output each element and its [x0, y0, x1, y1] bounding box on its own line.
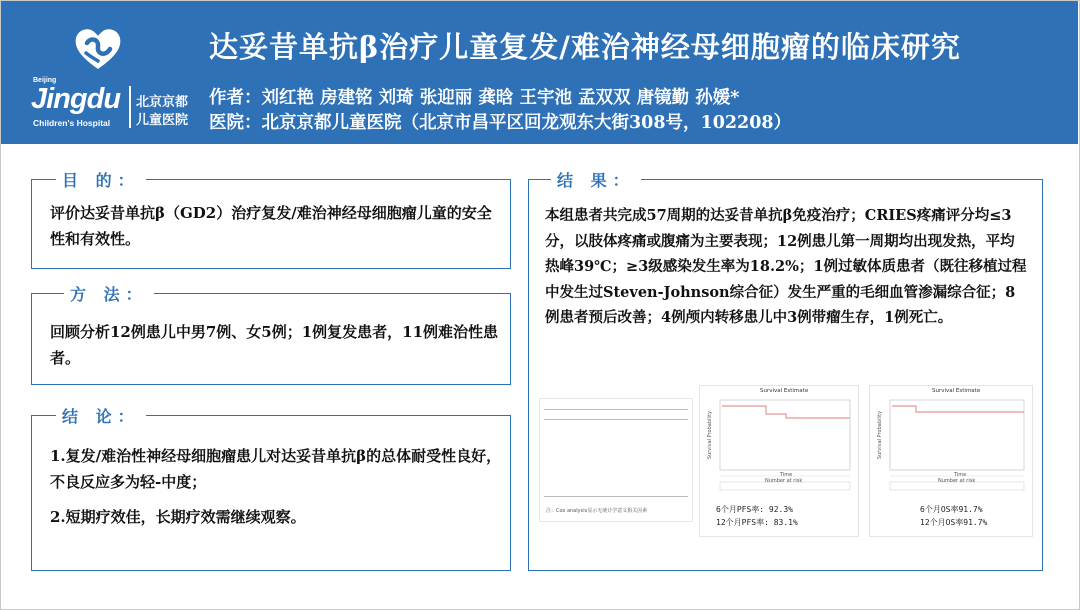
- os-rate-12mo: 12个月OS率91.7%: [920, 518, 988, 527]
- os-km-curve: [876, 396, 1028, 491]
- methods-box: [31, 285, 511, 385]
- objective-box: [31, 171, 511, 269]
- objective-text: 评价达妥昔单抗β（GD2）治疗复发/难治神经母细胞瘤儿童的安全性和有效性。: [50, 204, 492, 248]
- pfs-y-label: Survival Probability: [707, 410, 714, 460]
- pfs-rate-6mo: 6个月PFS率: 92.3%: [716, 505, 793, 514]
- pfs-risk-label: Number at risk: [765, 478, 803, 484]
- conclusion-label: 结 论：: [56, 404, 146, 427]
- cox-table-figure: [539, 398, 693, 522]
- methods-label: 方 法：: [64, 282, 154, 305]
- objective-label: 目 的：: [56, 168, 146, 191]
- logo-cn-line1: 北京京都: [136, 95, 189, 110]
- results-label: 结 果：: [551, 168, 641, 191]
- hospital-line: 医院：北京京都儿童医院（北京市昌平区回龙观东大街308号，102208）: [209, 113, 792, 133]
- results-box: [528, 171, 1043, 571]
- hospital-logo: [23, 11, 191, 136]
- os-figure: [869, 385, 1033, 537]
- poster-header: [1, 1, 1078, 144]
- os-y-label: Survival Probability: [877, 410, 884, 460]
- logo-divider: [129, 86, 131, 128]
- logo-beijing-text: Beijing: [33, 77, 57, 84]
- poster-title: 达妥昔单抗β治疗儿童复发/难治神经母细胞瘤的临床研究: [209, 30, 961, 64]
- results-text: 本组患者共完成57周期的达妥昔单抗β免疫治疗；CRIES疼痛评分均≤3分，以肢体疼痛或腹痛为主要表现；12例患儿第一周期均出现发热，平均热峰39℃；≥3级感染发生率为18.2%；1例过敏体质患者（既往移植过程中发生过Steven-Johnson综合征）发生严重的毛细血管渗漏综合征；8例患者预后改善；4例颅内转移患儿中3例带瘤生存，1例死亡。: [545, 207, 1027, 326]
- methods-text: 回顾分析12例患儿中男7例、女5例；1例复发患者，11例难治性患者。: [50, 323, 499, 367]
- conclusion-item-1: 1.复发/难治性神经母细胞瘤患儿对达妥昔单抗β的总体耐受性良好，不良反应多为轻-中度；: [50, 447, 502, 491]
- os-rate-6mo: 6个月OS率91.7%: [920, 505, 983, 514]
- logo-subtitle: Children's Hospital: [33, 118, 111, 128]
- pfs-rate-12mo: 12个月PFS率: 83.1%: [716, 518, 798, 527]
- os-x-label: Time: [954, 472, 967, 478]
- authors-line: 作者：刘红艳 房建铭 刘琦 张迎丽 龚晗 王宇池 孟双双 唐镜勤 孙媛*: [209, 88, 740, 108]
- logo-wordmark: Jingdu: [31, 83, 121, 115]
- pfs-figure: [699, 385, 859, 537]
- conclusion-item-2: 2.短期疗效佳，长期疗效需继续观察。: [50, 508, 306, 526]
- logo-cn-line2: 儿童医院: [136, 113, 189, 128]
- cox-table-caption: 注：Cox analysis显示无统计学意义相关因素: [546, 508, 648, 514]
- pfs-plot-title: Survival Estimate: [760, 388, 809, 394]
- os-risk-label: Number at risk: [938, 478, 976, 484]
- heart-logo-icon: [73, 27, 123, 71]
- pfs-x-label: Time: [780, 472, 793, 478]
- os-plot-title: Survival Estimate: [932, 388, 981, 394]
- conclusion-box: [31, 407, 511, 571]
